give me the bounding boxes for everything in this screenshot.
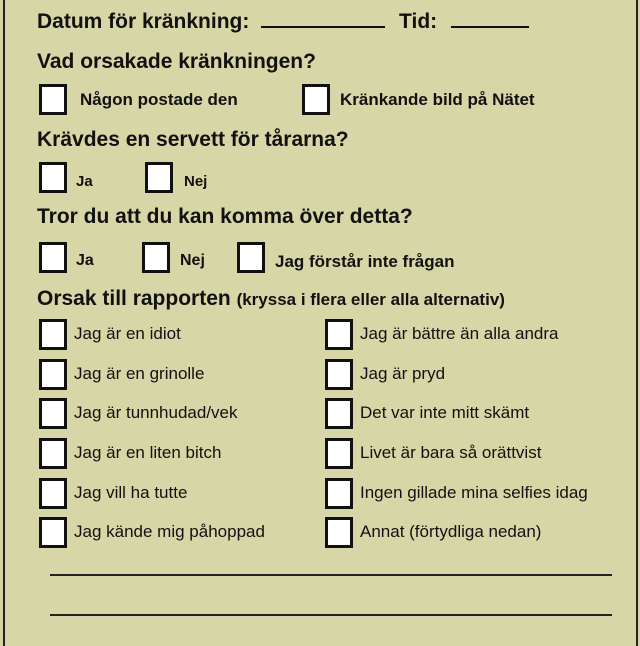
q3-checkbox-0[interactable] (39, 242, 67, 273)
reason-left-checkbox-4[interactable] (39, 478, 67, 509)
reason-left-label-0: Jag är en idiot (74, 324, 181, 343)
time-label: Tid: (399, 10, 438, 33)
q1-title: Vad orsakade kränkningen? (37, 50, 316, 73)
q2-checkbox-1[interactable] (145, 162, 173, 193)
reason-left-label-4: Jag vill ha tutte (74, 483, 188, 502)
q3-label-2: Jag förstår inte frågan (275, 252, 455, 271)
q1-label-0: Någon postade den (80, 90, 238, 109)
date-row (37, 10, 529, 34)
reason-right-label-5: Annat (förtydliga nedan) (360, 522, 542, 541)
reason-right-label-2: Det var inte mitt skämt (360, 403, 530, 422)
clarify-line-1[interactable] (50, 574, 612, 576)
reason-right-checkbox-0[interactable] (325, 319, 353, 350)
reason-left-label-1: Jag är en grinolle (74, 364, 205, 383)
reason-left-checkbox-5[interactable] (39, 517, 67, 548)
reason-left-checkbox-2[interactable] (39, 398, 67, 429)
q1-label-1: Kränkande bild på Nätet (340, 90, 535, 109)
clarify-line-2[interactable] (50, 614, 612, 616)
q3-label-0: Ja (76, 252, 94, 269)
q3-label-1: Nej (180, 252, 205, 269)
q2-label-1: Nej (184, 173, 208, 190)
reason-right-checkbox-3[interactable] (325, 438, 353, 469)
reason-left-checkbox-1[interactable] (39, 359, 67, 390)
reason-right-label-0: Jag är bättre än alla andra (360, 324, 559, 343)
time-field[interactable] (451, 26, 529, 28)
q1-checkbox-0[interactable] (39, 84, 67, 115)
reason-right-label-3: Livet är bara så orättvist (360, 443, 542, 462)
q4-title: Orsak till rapporten (37, 287, 231, 310)
reason-right-checkbox-2[interactable] (325, 398, 353, 429)
reason-left-label-5: Jag kände mig påhoppad (74, 522, 265, 541)
q4-subtitle: (kryssa i flera eller alla alternativ) (236, 290, 505, 309)
q3-checkbox-2[interactable] (237, 242, 265, 273)
q2-label-0: Ja (76, 173, 93, 190)
q2-checkbox-0[interactable] (39, 162, 67, 193)
reason-left-checkbox-0[interactable] (39, 319, 67, 350)
reason-right-checkbox-1[interactable] (325, 359, 353, 390)
q4-header (37, 287, 505, 311)
q3-checkbox-1[interactable] (142, 242, 170, 273)
q2-title: Krävdes en servett för tårarna? (37, 128, 349, 151)
date-field[interactable] (261, 26, 385, 28)
date-label: Datum för kränkning: (37, 10, 250, 33)
q3-title: Tror du att du kan komma över detta? (37, 205, 413, 228)
reason-left-label-2: Jag är tunnhudad/vek (74, 403, 238, 422)
reason-left-checkbox-3[interactable] (39, 438, 67, 469)
q1-checkbox-1[interactable] (302, 84, 330, 115)
reason-left-label-3: Jag är en liten bitch (74, 443, 222, 462)
reason-right-label-1: Jag är pryd (360, 364, 446, 383)
reason-right-checkbox-4[interactable] (325, 478, 353, 509)
reason-right-label-4: Ingen gillade mina selfies idag (360, 483, 588, 502)
reason-right-checkbox-5[interactable] (325, 517, 353, 548)
